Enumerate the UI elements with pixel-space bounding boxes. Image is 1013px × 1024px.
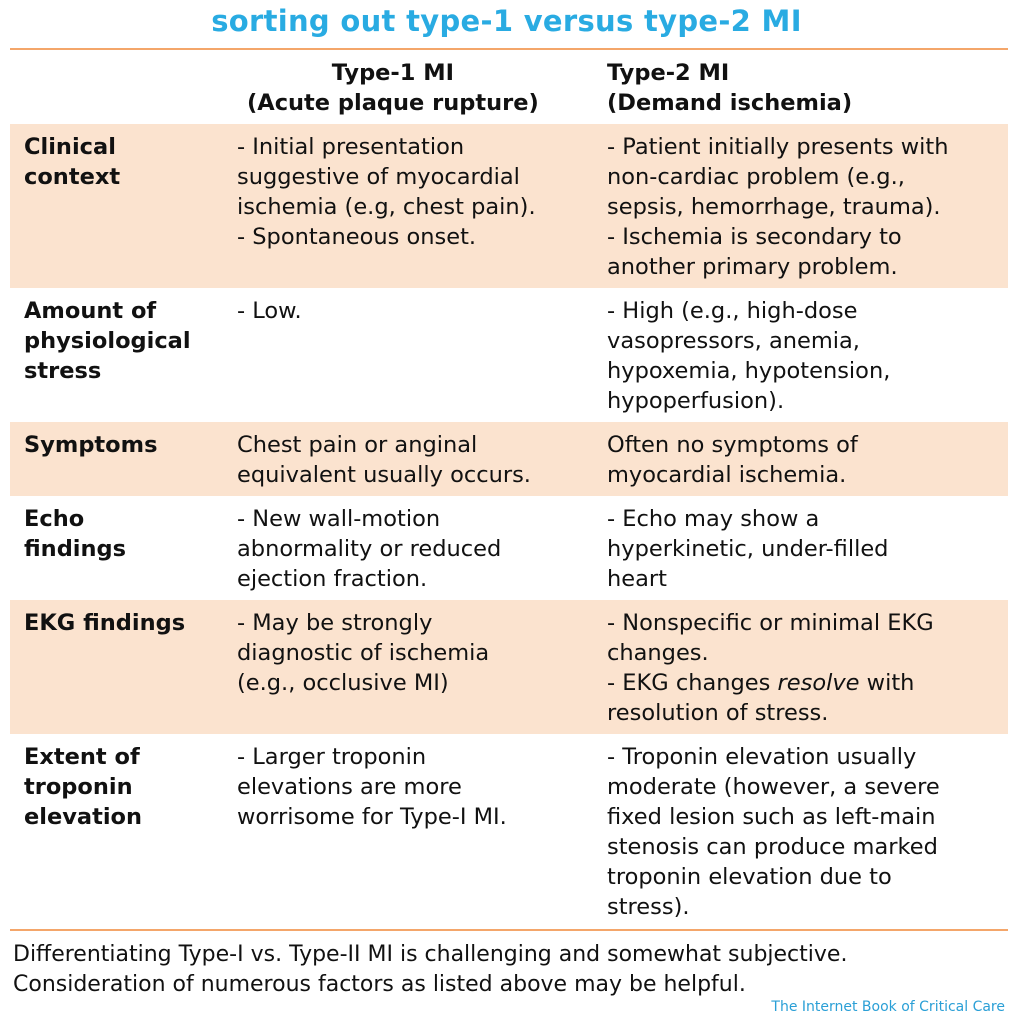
row-ekg-findings: [10, 600, 1008, 734]
type2-cell: [607, 296, 890, 416]
cell-line: abnormality or reduced: [237, 536, 502, 562]
cell-line: stress).: [607, 894, 690, 920]
cell-line: - Ischemia is secondary to: [607, 224, 902, 250]
cell-line: - Troponin elevation usually: [607, 744, 917, 770]
label-line: context: [24, 164, 121, 190]
cell-line: another primary problem.: [607, 254, 898, 280]
type1-cell: [237, 504, 501, 594]
cell-line: hyperkinetic, under-filled: [607, 536, 889, 562]
footer-line: Consideration of numerous factors as listed above may be helpful.: [13, 972, 746, 997]
cell-line: myocardial ischemia.: [607, 462, 847, 488]
cell-line: - Nonspecific or minimal EKG: [607, 610, 934, 636]
bottom-divider: [10, 929, 1008, 931]
label-line: Extent of: [24, 744, 140, 770]
header-type1-title: Type-1 MI: [331, 60, 455, 86]
label-line: Amount of: [24, 298, 157, 324]
page-title: sorting out type-1 versus type-2 MI: [211, 4, 802, 38]
top-divider: [10, 48, 1008, 50]
header-type1: [247, 58, 539, 118]
header-type1-subtitle: (Acute plaque rupture): [247, 90, 539, 116]
type1-cell: [237, 132, 536, 252]
cell-line: sepsis, hemorrhage, trauma).: [607, 194, 941, 220]
cell-line: - May be strongly: [237, 610, 433, 636]
cell-line: diagnostic of ischemia: [237, 640, 490, 666]
cell-line: Chest pain or anginal: [237, 432, 478, 458]
header-type2-title: Type-2 MI: [607, 60, 730, 86]
cell-line: Often no symptoms of: [607, 432, 858, 458]
cell-line: ejection fraction.: [237, 566, 428, 592]
cell-line: - New wall-motion: [237, 506, 441, 532]
cell-line: hypoperfusion).: [607, 388, 785, 414]
emphasis-word: resolve: [777, 670, 860, 696]
cell-line: fixed lesion such as left-main: [607, 804, 936, 830]
type1-cell: [237, 430, 531, 490]
label-line: Clinical: [24, 134, 116, 160]
label-line: physiological: [24, 328, 191, 354]
label-line: troponin: [24, 774, 133, 800]
cell-line: hypoxemia, hypotension,: [607, 358, 891, 384]
cell-line: - Low.: [237, 298, 302, 324]
source-credit: The Internet Book of Critical Care: [771, 999, 1005, 1015]
header-type2-subtitle: (Demand ischemia): [607, 90, 853, 116]
footer-line: Differentiating Type-I vs. Type-II MI is challenging and somewhat subjective.: [13, 942, 848, 967]
cell-line: changes.: [607, 640, 709, 666]
cell-line: suggestive of myocardial: [237, 164, 520, 190]
cell-line: troponin elevation due to: [607, 864, 892, 890]
type1-cell: [237, 296, 302, 326]
row-troponin-elevation: [10, 734, 1008, 928]
row-label: [24, 504, 126, 564]
cell-line: - EKG changes resolve with: [607, 670, 915, 696]
header-type2: [607, 58, 852, 118]
label-line: Symptoms: [24, 432, 158, 458]
row-clinical-context: [10, 124, 1008, 288]
row-label: [24, 742, 142, 832]
cell-line: - Larger troponin: [237, 744, 427, 770]
cell-line: - Patient initially presents with: [607, 134, 949, 160]
cell-line: - High (e.g., high-dose: [607, 298, 858, 324]
cell-line: - Echo may show a: [607, 506, 820, 532]
type2-cell: [607, 742, 940, 922]
cell-line: stenosis can produce marked: [607, 834, 938, 860]
footer-note: [13, 940, 847, 1000]
row-label: [24, 132, 120, 192]
cell-line: resolution of stress.: [607, 700, 829, 726]
label-line: stress: [24, 358, 102, 384]
type1-cell: [237, 608, 489, 698]
row-label: [24, 608, 185, 638]
type2-cell: [607, 430, 858, 490]
cell-line: - Spontaneous onset.: [237, 224, 477, 250]
row-symptoms: [10, 422, 1008, 496]
cell-line: ischemia (e.g, chest pain).: [237, 194, 536, 220]
row-label: [24, 430, 157, 460]
row-label: [24, 296, 191, 386]
label-line: EKG findings: [24, 610, 186, 636]
cell-line: equivalent usually occurs.: [237, 462, 531, 488]
label-line: elevation: [24, 804, 143, 830]
type1-cell: [237, 742, 507, 832]
cell-line: moderate (however, a severe: [607, 774, 940, 800]
row-physiological-stress: [10, 288, 1008, 422]
type2-cell: [607, 504, 888, 594]
cell-line: elevations are more: [237, 774, 462, 800]
type2-cell: [607, 608, 934, 728]
cell-line: - Initial presentation: [237, 134, 465, 160]
label-line: findings: [24, 536, 127, 562]
row-echo-findings: [10, 496, 1008, 600]
cell-line: heart: [607, 566, 667, 592]
cell-line: non-cardiac problem (e.g.,: [607, 164, 905, 190]
cell-line: vasopressors, anemia,: [607, 328, 860, 354]
cell-line: worrisome for Type-I MI.: [237, 804, 507, 830]
label-line: Echo: [24, 506, 85, 532]
type2-cell: [607, 132, 949, 282]
cell-line: (e.g., occlusive MI): [237, 670, 449, 696]
